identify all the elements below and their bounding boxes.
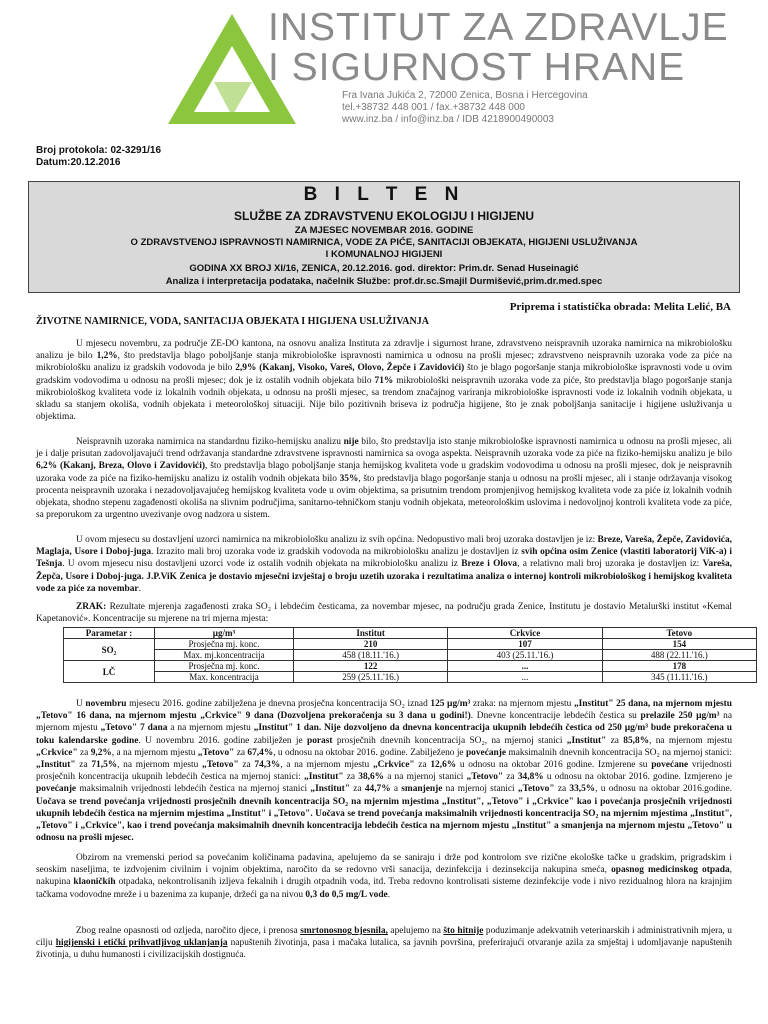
table-cell: 122 [294, 661, 448, 672]
table-cell: Prosječna mj. konc. [155, 661, 294, 672]
bilten-line1: SLUŽBE ZA ZDRAVSTVENU EKOLOGIJU I HIGIJENU [233, 209, 535, 223]
table-cell: 178 [602, 661, 756, 672]
table-row [64, 650, 757, 661]
zrak-intro-text: Rezultate mjerenja zagađenosti zraka SO₂ i lebdećim česticama, za novembar mjesec, na području grada Zenice, Institutu je dostavio Metalurški institut «Kemal Kapetanović». Koncentracije su mjerene na tri mjerna mjesta: [36, 602, 732, 625]
bilten-box [28, 181, 740, 293]
institute-web: www.inz.ba / info@inz.ba / IDB 4218900490003 [342, 114, 554, 125]
bilten-line2: ZA MJESEC NOVEMBAR 2016. GODINE [294, 225, 474, 236]
institute-phone: tel.+38732 448 001 / fax.+38732 448 000 [342, 102, 525, 113]
table-cell: 154 [602, 639, 756, 650]
zrak-label: ZRAK: [76, 602, 107, 612]
section-heading: ŽIVOTNE NAMIRNICE, VODA, SANITACIJA OBJEKATA I HIGIJENA USLUŽIVANJA [36, 316, 429, 327]
table-header: Institut [294, 628, 448, 639]
air-quality-table [63, 627, 757, 683]
paragraph-microbiology: U mjesecu novembru, za područje ZE-DO kantona, na osnovu analiza Instituta za zdravlje i sigurnost hrane, zdravstveno neispravnih uzoraka namirnica na mikrobiološku analizu je bilo 1,2%, što predstavlja blago poboljšanje stanja mikrobiološke ispravnosti namirnica u odnosu na prošli mjesec; zdravstveno neispravnih uzoraka vode za piće na mikrobiološku analizu iz gradskih vodovoda je bilo 2,9% (Kakanj, Visoko, Vareš, Olovo, Žepče i Zavidovići) što je blago pogoršanje stanja mikrobiološke ispravnosti vode u ovim gradskim vodovodima u odnosu na prošli mjesec; dok je iz ostalih vodnih objekata bilo 71% mikrobiološki neispravnih uzoraka vode za piće, što predstavlja blago pogoršanje stanja mikrobiološkog kvaliteta vode iz lokalnih vodnih objekata, u odnosu na prošli mjesec, sa trendom značajnog variranja mikrobiološke ispravnosti vode iz lokalnih vodnih objekata, u skladu sa stanjem okoliša, vodnih objekata i meteorološkoj situaciji. Nije bilo pozitivnih briseva iz područja higijene, što je znak poboljšanja sanitacije i higijene usluživanja u objektima. [36, 339, 732, 423]
table-cell: Max. koncentracija [155, 672, 294, 683]
paragraph-weather: Obzirom na vremenski period sa povećanim količinama padavina, apelujemo da se saniraju i drže pod kontrolom sve rizične ekološke tačke u gradskim, prigradskim i seoskim naseljima, te izdvojenim civilnim i vojnim objektima, naročito da se redovno vrši sanacija, dezinfekcija i dezinsekcija nakupina smeća, opasnog medicinskog otpada, nakupina klaoničkih otpadaka, nekontrolisanih izljeva fekalnih i drugih otpadnih voda, itd. Treba redovno kontrolisati sisteme dezinfekcije vode i nivo rezidualnog hlora na krajnjim tačkama vodovodne mreže i u bazenima za kupanje, držeći ga na nivou 0,3 do 0,5 mg/L vode. [36, 853, 732, 900]
table-cell: 107 [448, 639, 602, 650]
table-header: Crkvice [448, 628, 602, 639]
table-row [64, 661, 757, 672]
table-cell: 488 (22.11.'16.) [602, 650, 756, 661]
paragraph-physicochemical: Neispravnih uzoraka namirnica na standardnu fiziko-hemijsku analizu nije bilo, što predstavlja isto stanje mikrobiološke ispravnosti namirnica u odnosu na prošli mjesec, ali je i dalje prisutan zadovoljavajući trend održavanja standardne zdravstvene ispravnosti namirnica sa ovoga aspekta. Neispravnih uzoraka vode za piće na fiziko-hemijsku analizu je bilo 6,2% (Kakanj, Breza, Olovo i Zavidovići), što predstavlja blago poboljšanje stanja hemijskog kvaliteta vode u gradskim vodovodima u odnosu na prošli mjesec, dok je neispravnih uzoraka vode za piće na fiziko-hemijsku analizu iz ostalih vodnih objekata bilo 35%, što predstavlja blago pogoršanje stanja u odnosu na prošli mjesec, ali i stanje održavanja visokog procenta neispravnih uzoraka i nezadovoljavajućeg hemijskog kvaliteta vode u ovim objektima, sa prisutnim trendom promjenjivog hemijskog kvaliteta vode za piće iz lokalnih vodnih objekata, shodno stepenu zagađenosti okoliša na slivnim područjima, sanitarno-tehničkom stanju vodnih objekata, meteorološkim uslovima i nedovoljnoj kontroli kvaliteta vode za piće, sa preporukom za urgentno uvezivanje ovog nadzora u sistem. [36, 437, 732, 521]
table-header: Tetovo [602, 628, 756, 639]
institute-address: Fra Ivana Jukića 2, 72000 Zenica, Bosna i Hercegovina [342, 90, 588, 101]
table-cell: Max. mj.koncentracija [155, 650, 294, 661]
table-cell: ... [448, 672, 602, 683]
paragraph-rabies: Zbog realne opasnosti od ozljeda, naročito djece, i prenosa smrtonosnog bjesnila, apelujemo na što hitnije poduzimanje adekvatnih veterinarskih i administrativnih mjera, u cilju higijenski i etički prihvatljivog uklanjanja napuštenih životinja, pasa i mačaka lutalica, sa javnih površina, preferirajući otvaranje azila za smještaj i udomljavanje napuštenih životinja, u duhu humanosti i civilizacijskih dostignuća. [36, 926, 732, 961]
table-cell: 403 (25.11.'16.) [448, 650, 602, 661]
table-row [64, 639, 757, 650]
institute-name-line2: I SIGURNOST HRANE [268, 46, 686, 89]
bilten-line5: GODINA XX BROJ XI/16, ZENICA, 20.12.2016. god. direktor: Prim.dr. Senad Huseinagić [189, 263, 579, 274]
bilten-line6: Analiza i interpretacija podataka, načelnik Službe: prof.dr.sc.Smajil Durmišević,prim.dr.med.spec [165, 276, 603, 287]
table-cell: 458 (18.11.'16.) [294, 650, 448, 661]
bilten-title: B I L T E N [303, 184, 465, 205]
protocol-number: Broj protokola: 02-3291/16 [36, 145, 162, 156]
document-date: Datum:20.12.2016 [36, 157, 121, 168]
bilten-line4: I KOMUNALNOJ HIGIJENI [325, 249, 443, 260]
institute-name-line1: INSTITUT ZA ZDRAVLJE [268, 6, 729, 49]
table-header: Parametar : [64, 628, 155, 639]
table-cell: 345 (11.11.'16.) [602, 672, 756, 683]
paragraph-zrak-intro [36, 601, 732, 625]
table-cell: 210 [294, 639, 448, 650]
letterhead [0, 0, 768, 140]
table-cell-parameter: SO₂ [64, 639, 155, 661]
table-cell: 259 (25.11.'16.) [294, 672, 448, 683]
paragraph-air-quality: U novembru mjesecu 2016. godine zabilježena je dnevna prosječna koncentracija SO₂ iznad 125 µg/m³ zraka: na mjernom mjestu „Institut" 25 dana, na mjernom mjestu „Tetovo" 16 dana, na mjernom mjestu „Crkvice" 9 dana (Dozvoljena prekoračenja su 3 dana u godini!). Dnevne koncentracije lebdećih čestica su prelazile 250 µg/m³ na mjernom mjestu „Tetovo" 7 dana a na mjernom mjestu „Institut" 1 dan. Nije dozvoljeno da dnevna koncentracija ukupnih lebdećih čestica od 250 µg/m³ bude prekoračena u toku kalendarske godine. U novembru 2016. godine zabilježen je porast prosječnih dnevnih koncentracija SO₂, na mjernoj stanici „Institut" za 85,8%, na mjernom mjestu „Crkvice" za 9,2%, a na mjernom mjestu „Tetovo" za 67,4%, u odnosu na oktobar 2016. godine. Zabilježeno je povećanje maksimalnih dnevnih koncentracija SO₂ na mjernoj stanici: „Institut" za 71,5%, na mjernom mjestu „Tetovo" za 74,3%, a na mjernom mjestu „Crkvice" za 12,6% u odnosu na oktobar 2016 godine. Izmjerene su povećane vrijednosti prosječnih koncentracija ukupnih lebdećih čestica na mjernoj stanici: „Institut" za 38,6% a na mjernoj stanici „Tetovo" za 34,8% u odnosu na oktobar 2016. godine. Izmjereno je povećanje maksimalnih vrijednosti lebdećih čestica na mjernoj stanici „Institut" za 44,7% a smanjenje na mjernoj stanici „Tetovo" za 33,5%, u odnosu na oktobar 2016.godine. Uočava se trend povećanja vrijednosti prosječnih dnevnih koncentracija SO₂ na mjernim mjestima „Institut", „Tetovo" i „Crkvice" kao i povećanja prosječnih vrijednosti ukupnih lebdećih čestica na mjernim mjestima „Institut" i „Tetovo". Uočava se trend povećanja maksimalnih vrijednosti koncentracija SO₂ na mjernim mjestima „Institut", „Tetovo" i „Crkvice", kao i trend povećanja maksimalnih dnevnih koncentracija lebdećih čestica na mjernom mjestu „Institut" a smanjenja na mjernom mjestu „Tetovo" u odnosu na prošli mjesec. [36, 699, 733, 844]
bilten-line3: O ZDRAVSTVENOJ ISPRAVNOSTI NAMIRNICA, VODE ZA PIĆE, SANITACIJI OBJEKATA, HIGIJENI USLUŽIVANJA [130, 237, 638, 248]
table-cell: ... [448, 661, 602, 672]
table-header-row [64, 628, 757, 639]
table-cell-parameter: LČ [64, 661, 155, 683]
table-row [64, 672, 757, 683]
paragraph-samples: U ovom mjesecu su dostavljeni uzorci namirnica na mikrobiološku analizu iz svih općina. Nedopustivo mali broj uzoraka dostavljen je iz: Breze, Vareša, Žepče, Zavidovića, Maglaja, Usore i Doboj-juga. Izrazito mali broj uzoraka vode iz gradskih vodovoda na mikrobiološku analizu je dostavljen iz svih općina osim Zenice (vlastiti laboratorij ViK-a) i Tešnja. U ovom mjesecu nisu dostavljeni uzorci vode iz ostalih vodnih objekata na mikrobiološku analizu iz Breze i Olova, a relativno mali broj uzoraka je dostavljen iz: Vareša, Žepča, Usore i Doboj-juga. J.P.ViK Zenica je dostavio mjesečni izvještaj o broju uzetih uzoraka i rezultatima analiza o internoj kontroli mikrobiološkog i hemijskog kvaliteta vode za piće za novembar. [36, 535, 732, 594]
table-cell: Prosječna mj. konc. [155, 639, 294, 650]
prepared-by: Priprema i statistička obrada: Melita Lelić, BA [509, 301, 731, 313]
table-header: µg/m³ [155, 628, 294, 639]
